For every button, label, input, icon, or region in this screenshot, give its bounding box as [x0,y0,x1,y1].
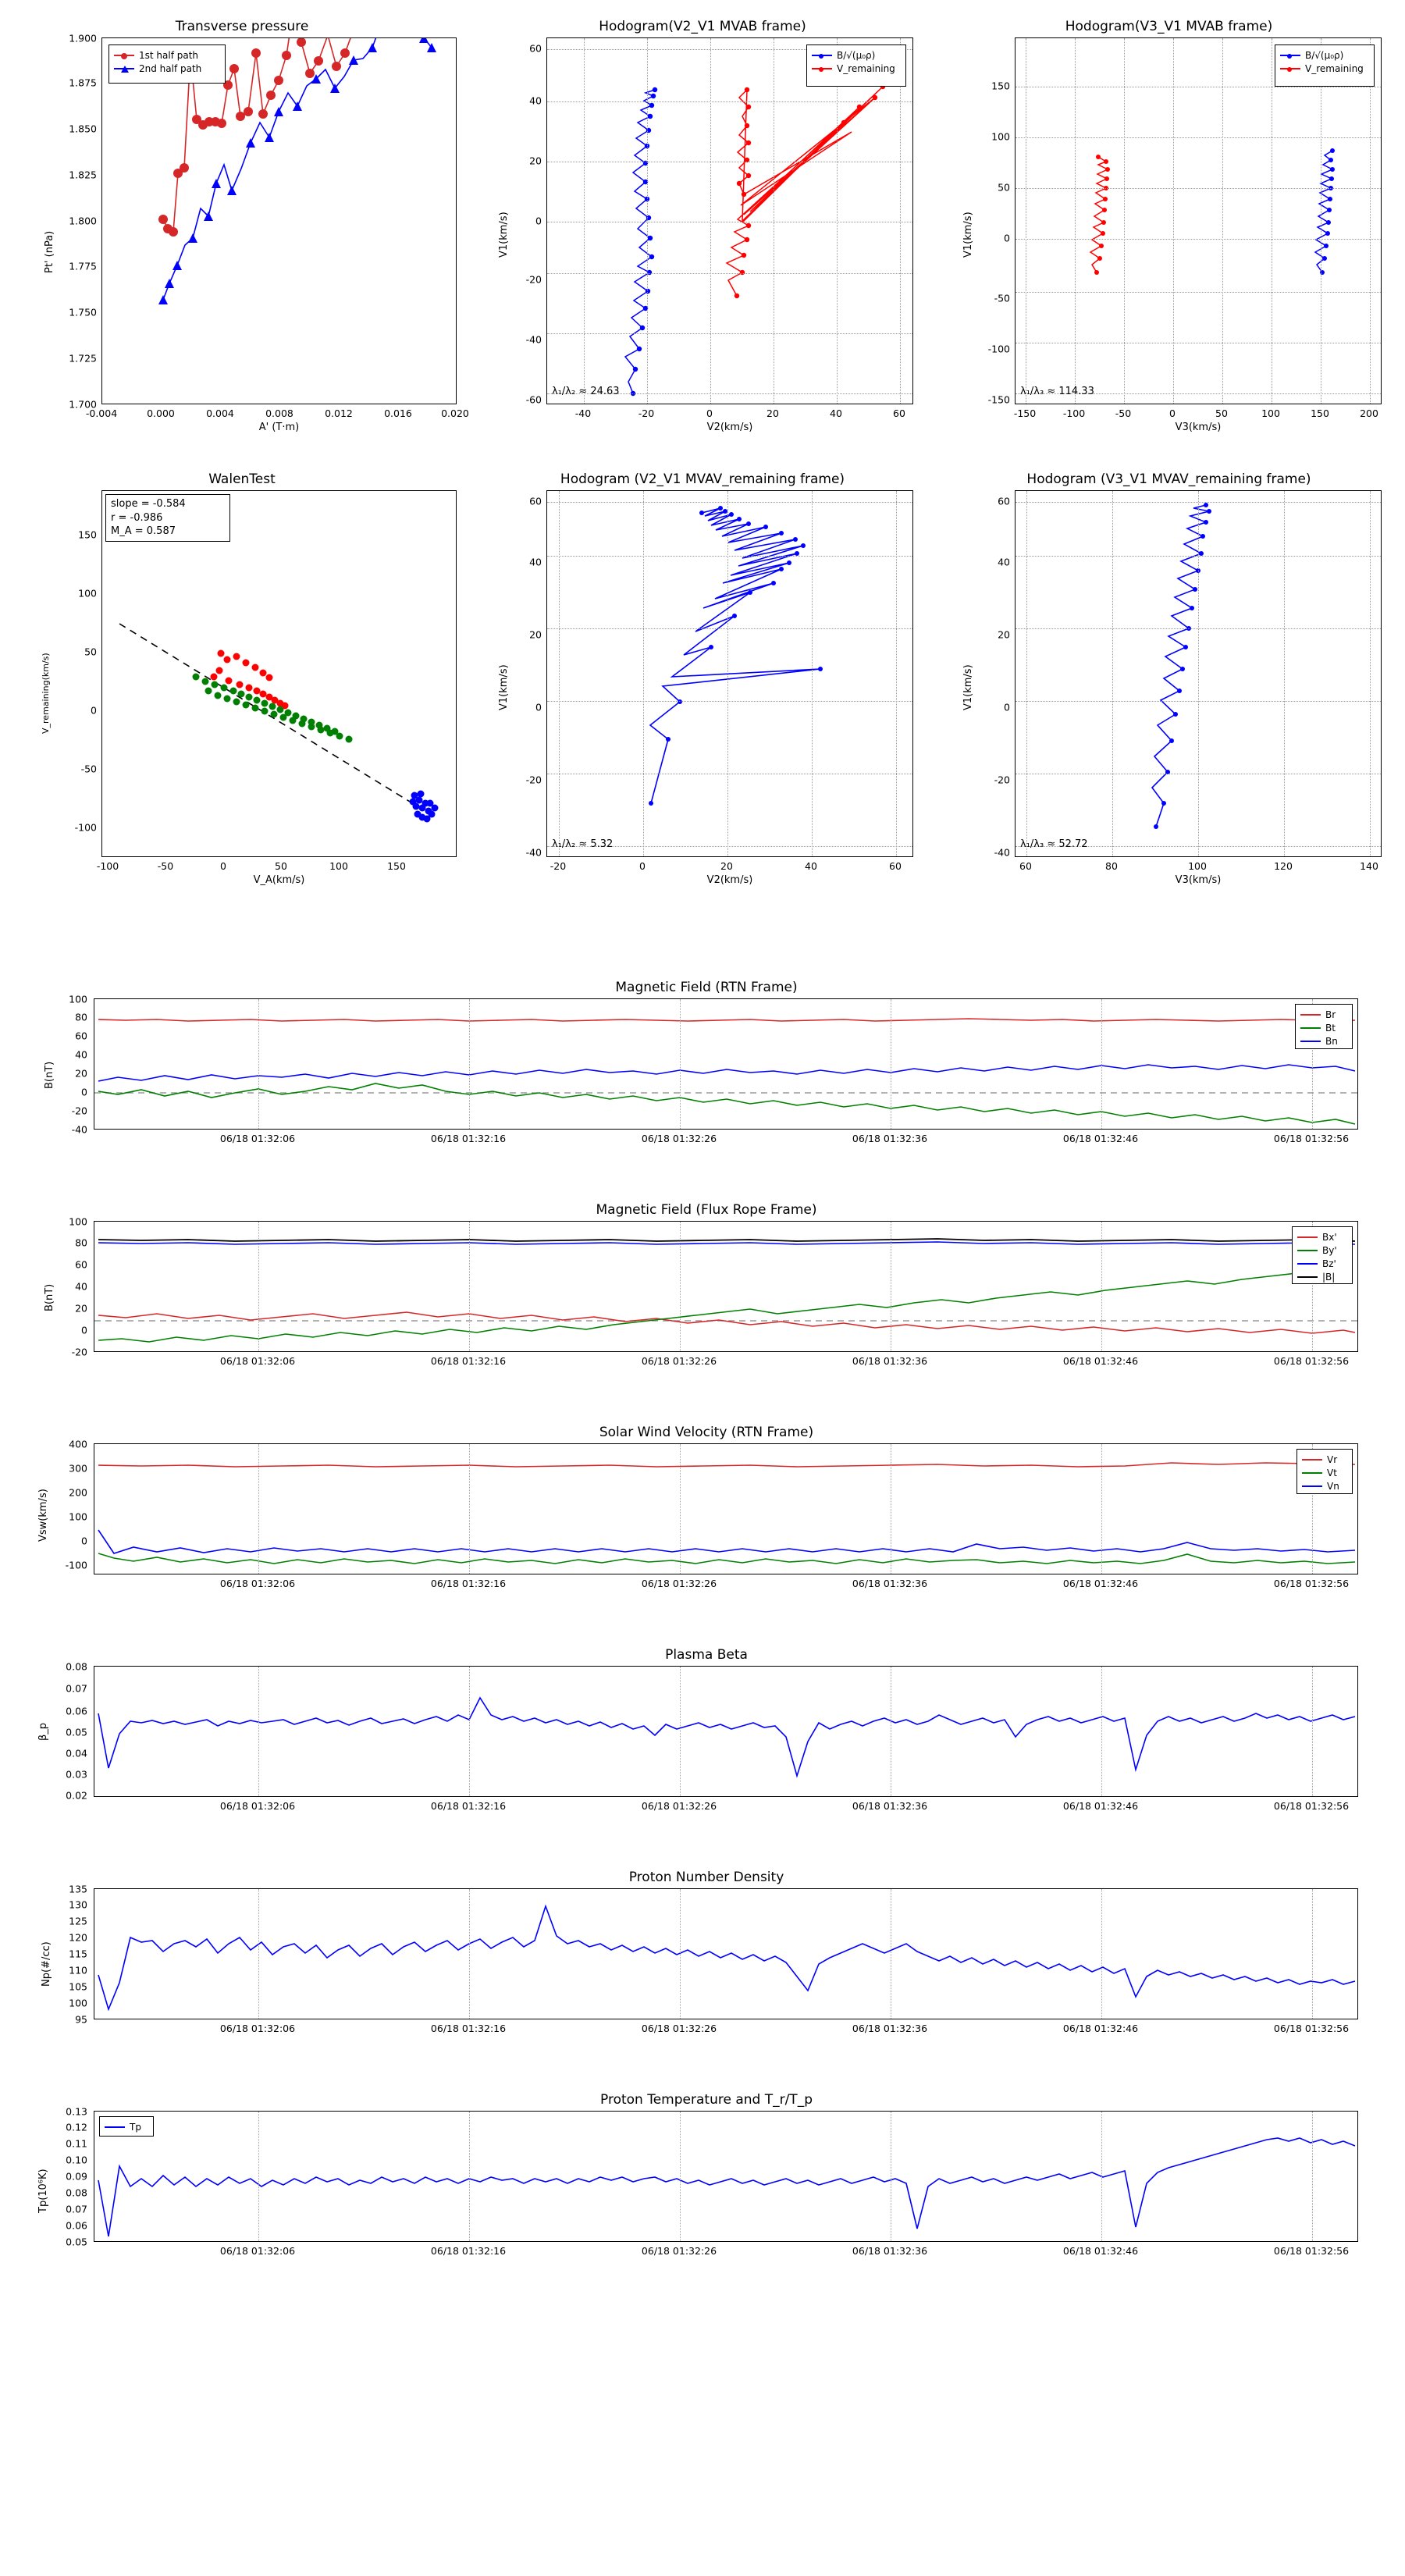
y-axis-label: B(nT) [44,1283,55,1311]
legend-label: B/√(μ₀ρ) [837,49,876,61]
legend-swatch-br [1300,1014,1321,1016]
proton-number-density-plot [94,1889,1358,2019]
panel-title: Proton Number Density [628,1870,784,1885]
legend-label: 1st half path [139,49,199,61]
x-axis-label: V2(km/s) [706,874,753,886]
plot-area [94,998,1358,1130]
legend-label: Vt [1327,1467,1337,1478]
walen-slope: slope = -0.584 [111,498,186,510]
legend-item [1302,1466,1347,1479]
legend-hodogram-v2v1-mvab [806,44,906,87]
magnetic-field-rtn-plot [94,999,1358,1130]
legend-swatch-by [1297,1250,1318,1251]
legend-swatch-vn [1302,1485,1322,1487]
legend-item [1297,1244,1347,1257]
panel-transverse-pressure: Transverse pressure 1st half path 2nd half path -0.004 0.000 0.004 0.008 0.012 0.016 0.020 1.700 1.725 1.750 1.775 1.800 1.825 1.850 1.875 1.900 A' (T·m) Pt' (nPa) [23,16,461,437]
plasma-beta-plot [94,1667,1358,1797]
y-axis-label: V_remaining(km/s) [41,653,51,734]
legend-swatch-v-remaining [812,68,832,69]
y-axis-label: V1(km/s) [962,212,974,258]
panel-solar-wind-velocity: Solar Wind Velocity (RTN Frame) Vr Vt Vn 06/18 01:32:06 06/18 01:32:16 06/18 01:32:26 06/18 01:32:36 06/18 01:32:46 06/18 01:32:56 -100 0 100 200 300 400 Vsw(km/s) [23,1425,1389,1604]
legend-hodogram-v3v1-mvab [1275,44,1375,87]
y-axis-label: Vsw(km/s) [37,1489,49,1542]
legend-label: |B| [1322,1271,1336,1283]
legend-label: Vn [1327,1480,1339,1492]
legend-swatch-v-remaining [1280,68,1300,69]
transverse-pressure-plot [102,38,457,404]
legend-magnetic-field-rtn [1295,1004,1353,1049]
walen-test-plot [102,491,457,857]
y-axis-label: Np(#/cc) [41,1941,52,1987]
panel-hodogram-v3v1-mvab: Hodogram(V3_V1 MVAB frame) B/√(μ₀ρ) V_remaining λ₁/λ₃ ≈ 114.33 -150 -100 -50 0 50 100 150 200 -150 -100 -50 0 50 100 150 V3(km/s) V1(km/s) [948,16,1389,437]
panel-title: Magnetic Field (Flux Rope Frame) [596,1202,817,1218]
legend-swatch-bz [1297,1263,1318,1265]
plot-area [546,490,913,857]
legend-label: By' [1322,1244,1337,1256]
y-axis-label: V1(km/s) [498,664,510,710]
legend-swatch-b-alfven [812,55,832,56]
plot-area [1015,490,1382,857]
panel-title: Solar Wind Velocity (RTN Frame) [599,1425,814,1440]
legend-transverse-pressure [108,44,226,84]
legend-item [812,48,901,62]
panel-title: Transverse pressure [175,19,309,34]
y-axis-label: β_p [37,1722,49,1741]
hodogram-v2v1-mvav-plot [547,491,913,857]
legend-label: Bn [1325,1035,1338,1047]
panel-title: Hodogram (V2_V1 MVAV_remaining frame) [560,471,845,487]
legend-label: Bz' [1322,1258,1336,1269]
legend-solar-wind-velocity [1297,1449,1353,1494]
plot-area [94,2111,1358,2242]
x-axis-label: V2(km/s) [706,422,753,433]
panel-magnetic-field-rtn: Magnetic Field (RTN Frame) Br Bt Bn 06/18 01:32:06 06/18 01:32:16 06/18 01:32:26 06/18 01:32:36 06/18 01:32:46 06/18 01:32:56 -40 -20 0 20 40 60 80 100 B(nT) [23,980,1389,1159]
panel-walen-test: WalenTest slope = -0.584 r = -0.986 M_A = 0.587 -100 -50 0 50 100 150 -100 -50 0 50 100 150 V_A(km/s) V_remaining(km/s) [23,468,461,890]
legend-swatch-bmag [1297,1276,1318,1278]
legend-item [1280,48,1369,62]
legend-label: Vr [1327,1453,1338,1465]
y-axis-label: B(nT) [44,1061,55,1089]
panel-proton-number-density: Proton Number Density 06/18 01:32:06 06/18 01:32:16 06/18 01:32:26 06/18 01:32:36 06/18 01:32:46 06/18 01:32:56 95 100 105 110 115 120 125 130 135 Np(#/cc) [23,1870,1389,2049]
panel-proton-temperature: Proton Temperature and T_r/T_p Tp 06/18 01:32:06 06/18 01:32:16 06/18 01:32:26 06/18 01:32:36 06/18 01:32:46 06/18 01:32:56 0.05 0.06 0.07 0.08 0.09 0.10 0.11 0.12 0.13 Tp(10⁶K) [23,2092,1389,2272]
eigenvalue-ratio-annotation: λ₁/λ₃ ≈ 114.33 [1020,386,1094,397]
y-axis-label: V1(km/s) [498,212,510,258]
x-axis-label: A' (T·m) [258,422,300,433]
legend-item [1302,1479,1347,1493]
x-axis-label: V_A(km/s) [253,874,305,886]
panel-title: Proton Temperature and T_r/T_p [600,2092,813,2108]
panel-title: Hodogram (V3_V1 MVAV_remaining frame) [1026,471,1311,487]
legend-swatch-vr [1302,1459,1322,1461]
legend-swatch-bx [1297,1236,1318,1238]
y-axis-label: V1(km/s) [962,664,974,710]
panel-magnetic-field-fluxrope: Magnetic Field (Flux Rope Frame) Bx' By' Bz' |B| 06/18 01:32:06 06/18 01:32:16 06/18 01:32:26 06/18 01:32:36 06/18 01:32:46 06/18 01:32:56 -20 0 20 40 60 80 100 B(nT) [23,1202,1389,1382]
legend-label: Tp [130,2121,141,2133]
eigenvalue-ratio-annotation: λ₁/λ₂ ≈ 24.63 [552,386,620,397]
legend-label: 2nd half path [139,62,202,74]
legend-label: V_remaining [1305,62,1364,74]
panel-hodogram-v3v1-mvav: Hodogram (V3_V1 MVAV_remaining frame) λ₁/λ₃ ≈ 52.72 60 80 100 120 140 -40 -20 0 20 40 60 V3(km/s) V1(km/s) [948,468,1389,890]
solar-wind-velocity-plot [94,1444,1358,1574]
legend-swatch-vt [1302,1472,1322,1474]
legend-swatch-bn [1300,1041,1321,1042]
legend-item [1297,1257,1347,1270]
panel-hodogram-v2v1-mvab: Hodogram(V2_V1 MVAB frame) B/√(μ₀ρ) V_remaining λ₁/λ₂ ≈ 24.63 -40 -20 0 20 40 60 -60 -40 -20 0 20 40 60 V2(km/s) V1(km/s) [484,16,921,437]
plot-area [94,1443,1358,1574]
legend-item [1302,1453,1347,1466]
legend-item [1280,62,1369,75]
proton-temperature-plot [94,2112,1358,2242]
legend-swatch-b-alfven [1280,55,1300,56]
legend-swatch-second-half [114,68,134,69]
panel-plasma-beta: Plasma Beta 06/18 01:32:06 06/18 01:32:16 06/18 01:32:26 06/18 01:32:36 06/18 01:32:46 06/18 01:32:56 0.02 0.03 0.04 0.05 0.06 0.07 0.08 β_p [23,1647,1389,1827]
legend-item [1300,1034,1347,1048]
x-axis-label: V3(km/s) [1175,874,1222,886]
legend-item [1300,1008,1347,1021]
legend-label: Bt [1325,1022,1336,1034]
walen-ma: M_A = 0.587 [111,525,176,538]
plot-area [1015,37,1382,404]
plot-area [94,1221,1358,1352]
walen-r: r = -0.986 [111,511,163,524]
legend-proton-temperature [99,2116,154,2137]
y-axis-label: Tp(10⁶K) [37,2169,49,2213]
legend-swatch-first-half [114,55,134,56]
panel-title: Hodogram(V2_V1 MVAB frame) [599,19,806,34]
legend-swatch-bt [1300,1027,1321,1029]
legend-label: Br [1325,1009,1336,1020]
panel-title: Magnetic Field (RTN Frame) [615,980,798,995]
legend-label: B/√(μ₀ρ) [1305,49,1344,61]
legend-magnetic-field-fluxrope [1292,1226,1353,1284]
x-axis-label: V3(km/s) [1175,422,1222,433]
eigenvalue-ratio-annotation: λ₁/λ₂ ≈ 5.32 [552,838,614,850]
magnetic-field-fluxrope-plot [94,1222,1358,1352]
legend-item [105,2120,148,2133]
panel-title: WalenTest [208,471,276,487]
plot-area [101,37,457,404]
legend-swatch-tp [105,2126,125,2128]
legend-item [114,48,220,62]
plot-area [546,37,913,404]
walen-stats-box [105,494,230,542]
eigenvalue-ratio-annotation: λ₁/λ₃ ≈ 52.72 [1020,838,1088,850]
legend-item [114,62,220,75]
y-axis-label: Pt' (nPa) [44,230,55,273]
legend-label: V_remaining [837,62,895,74]
plot-area [94,1888,1358,2019]
plot-area [94,1666,1358,1797]
legend-item [1297,1270,1347,1283]
legend-item [1300,1021,1347,1034]
panel-hodogram-v2v1-mvav: Hodogram (V2_V1 MVAV_remaining frame) λ₁/λ₂ ≈ 5.32 -20 0 20 40 60 -40 -20 0 20 40 60 V2(km/s) V1(km/s) [484,468,921,890]
panel-title: Hodogram(V3_V1 MVAB frame) [1065,19,1273,34]
panel-title: Plasma Beta [665,1647,748,1663]
hodogram-v3v1-mvab-plot [1016,38,1382,404]
legend-item [812,62,901,75]
legend-label: Bx' [1322,1231,1337,1243]
plot-area [101,490,457,857]
legend-item [1297,1230,1347,1244]
